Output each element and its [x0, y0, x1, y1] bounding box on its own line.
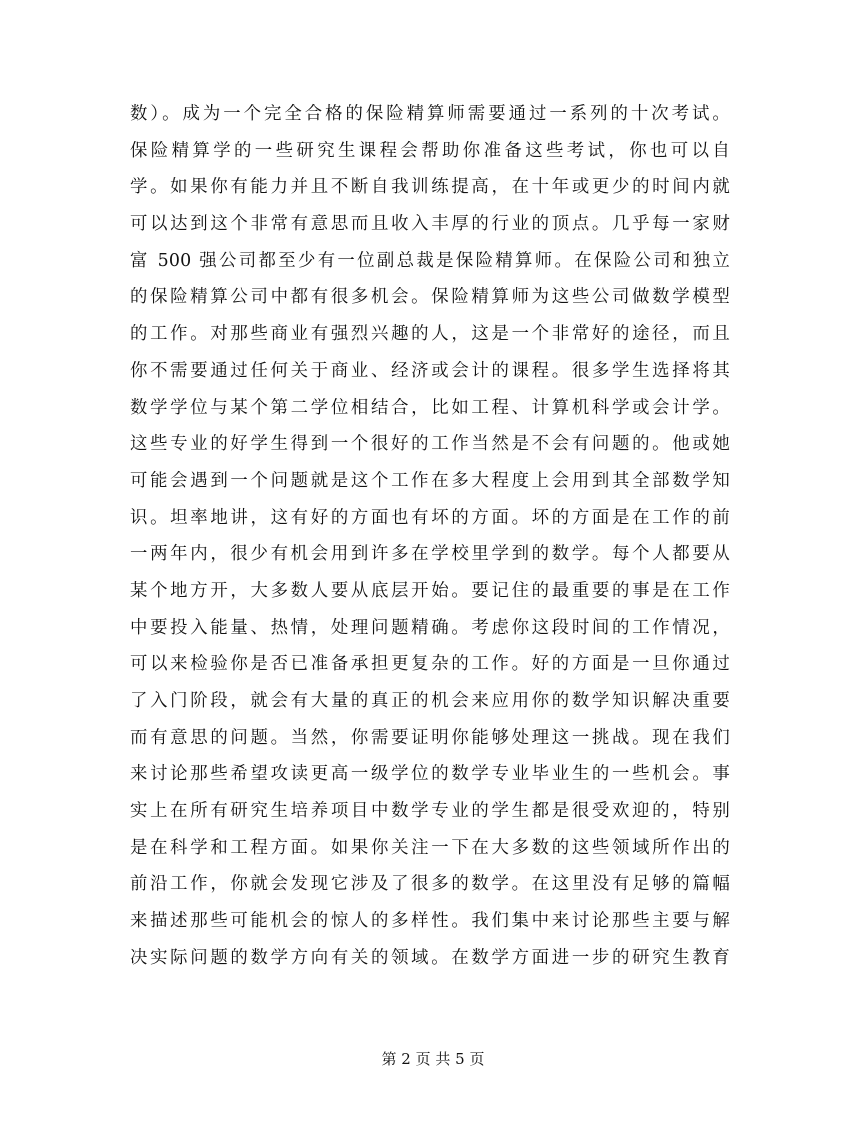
text-line: 前沿工作，你就会发现它涉及了很多的数学。在这里没有足够的篇幅: [130, 874, 730, 895]
text-line: 了入门阶段，就会有大量的真正的机会来应用你的数学知识解决重要: [130, 691, 730, 711]
text-line: 决实际问题的数学方向有关的领域。在数学方面进一步的研究生教育: [130, 947, 730, 968]
text-line: 这些专业的好学生得到一个很好的工作当然是不会有问题的。他或她: [130, 434, 730, 455]
text-line: 实上在所有研究生培养项目中数学专业的学生都是很受欢迎的，特别: [130, 801, 730, 822]
text-line: 你不需要通过任何关于商业、经济或会计的课程。很多学生选择将其: [130, 360, 730, 381]
text-line: 是在科学和工程方面。如果你关注一下在大多数的这些领域所作出的: [130, 837, 730, 858]
text-line: 来描述那些可能机会的惊人的多样性。我们集中来讨论那些主要与解: [130, 911, 730, 932]
text-line: 保险精算学的一些研究生课程会帮助你准备这些考试，你也可以自: [130, 140, 730, 161]
text-line: 可以来检验你是否已准备承担更复杂的工作。好的方面是一旦你通过: [130, 654, 730, 675]
text-line: 某个地方开，大多数人要从底层开始。要记住的最重要的事是在工作: [130, 580, 730, 601]
text-line: 可以达到这个非常有意思而且收入丰厚的行业的顶点。几乎每一家财: [130, 214, 730, 235]
body-text: [130, 96, 730, 977]
text-line: 识。坦率地讲，这有好的方面也有坏的方面。坏的方面是在工作的前: [130, 507, 730, 528]
text-line: 数学学位与某个第二学位相结合，比如工程、计算机科学或会计学。: [130, 397, 730, 418]
text-line: 一两年内，很少有机会用到许多在学校里学到的数学。每个人都要从: [130, 544, 730, 565]
text-line: 来讨论那些希望攻读更高一级学位的数学专业毕业生的一些机会。事: [130, 764, 730, 785]
text-line: 富 500 强公司都至少有一位副总裁是保险精算师。在保险公司和独立: [130, 250, 730, 271]
text-line: 数）。成为一个完全合格的保险精算师需要通过一系列的十次考试。: [130, 104, 730, 124]
text-line: 的工作。对那些商业有强烈兴趣的人，这是一个非常好的途径，而且: [130, 324, 730, 345]
page-number-footer: 第 2 页 共 5 页: [381, 1050, 485, 1068]
text-line: 而有意思的问题。当然，你需要证明你能够处理这一挑战。现在我们: [130, 727, 730, 748]
text-line: 可能会遇到一个问题就是这个工作在多大程度上会用到其全部数学知: [130, 470, 730, 491]
text-line: 中要投入能量、热情，处理问题精确。考虑你这段时间的工作情况，: [130, 617, 730, 638]
text-line: 的保险精算公司中都有很多机会。保险精算师为这些公司做数学模型: [130, 287, 730, 308]
text-line: 学。如果你有能力并且不断自我训练提高，在十年或更少的时间内就: [130, 177, 730, 198]
